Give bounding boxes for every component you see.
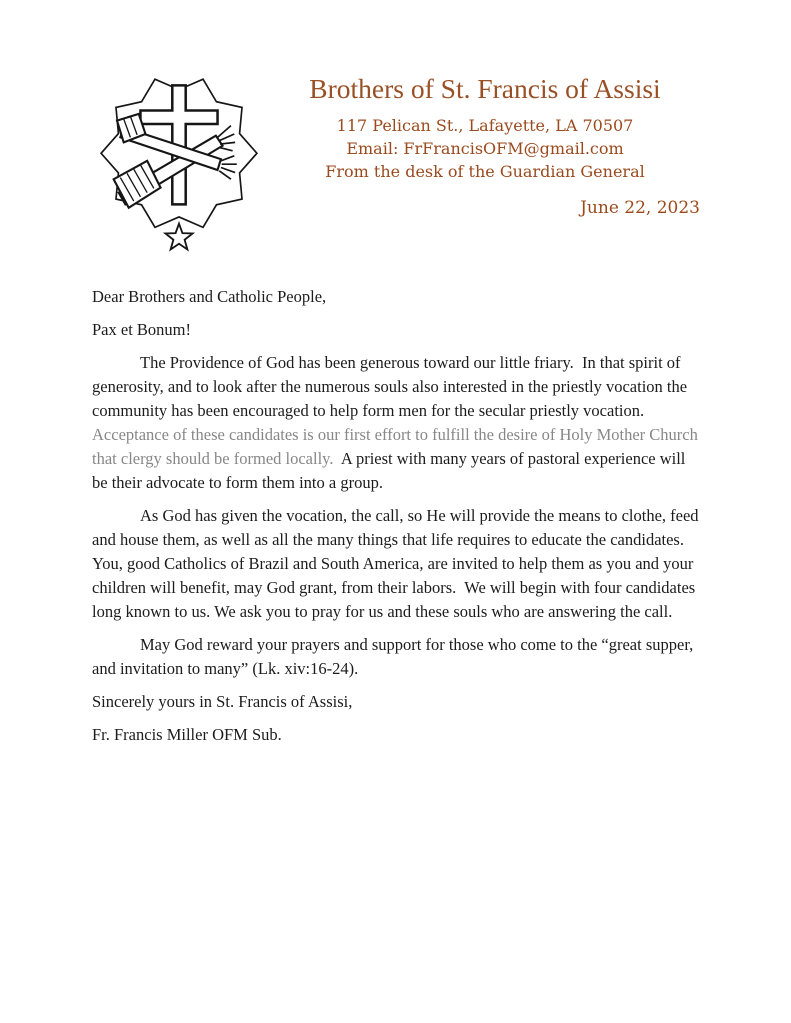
letterhead-text — [270, 72, 700, 220]
letterhead — [0, 0, 791, 258]
paragraph-1-text: The Providence of God has been generous toward our little friary. In that spirit of generosity, and to look after the numerous souls also interested in the priestly vocation the community has been encouraged to help form men for the secular priestly vocation. — [92, 353, 692, 420]
greeting: Pax et Bonum! — [92, 320, 191, 339]
paragraph-1-gray-sentence: Acceptance of these candidates is our first effort to fulfill the desire of Holy Mother Church that clergy should be formed locally. — [92, 425, 703, 468]
letterhead-logo — [95, 72, 270, 258]
address-line: 117 Pelican St., Lafayette, LA 70507 — [336, 116, 634, 135]
paragraph-3: May God reward your prayers and support for those who come to the “great supper, and invitation to many” (Lk. xiv:16-24). — [92, 635, 698, 678]
letter-date: June 22, 2023 — [580, 198, 700, 218]
signature-line: Fr. Francis Miller OFM Sub. — [92, 725, 282, 744]
paragraph-1-text-end: A priest with many years of pastoral experience will be their advocate to form them into a group. — [92, 449, 690, 492]
paragraph-2: As God has given the vocation, the call, so He will provide the means to clothe, feed and house them, as well as all the many things that life requires to educate the candidates. You, good Catholics of Brazil and South America, are invited to help them as you and your children will benefit, may God grant, from their labors. We will begin with four candidates long known to us. We ask you to pray for us and these souls who are answering the call. — [92, 506, 703, 621]
letter-body — [0, 285, 791, 747]
desk-line: From the desk of the Guardian General — [325, 162, 645, 181]
salutation: Dear Brothers and Catholic People, — [92, 287, 327, 306]
closing-line: Sincerely yours in St. Francis of Assisi, — [92, 692, 353, 711]
organization-title: Brothers of St. Francis of Assisi — [309, 73, 661, 104]
email-line: Email: FrFrancisOFM@gmail.com — [346, 139, 624, 158]
franciscan-cross-crossed-arms-star-icon — [95, 72, 270, 258]
paragraph-1 — [92, 351, 703, 495]
